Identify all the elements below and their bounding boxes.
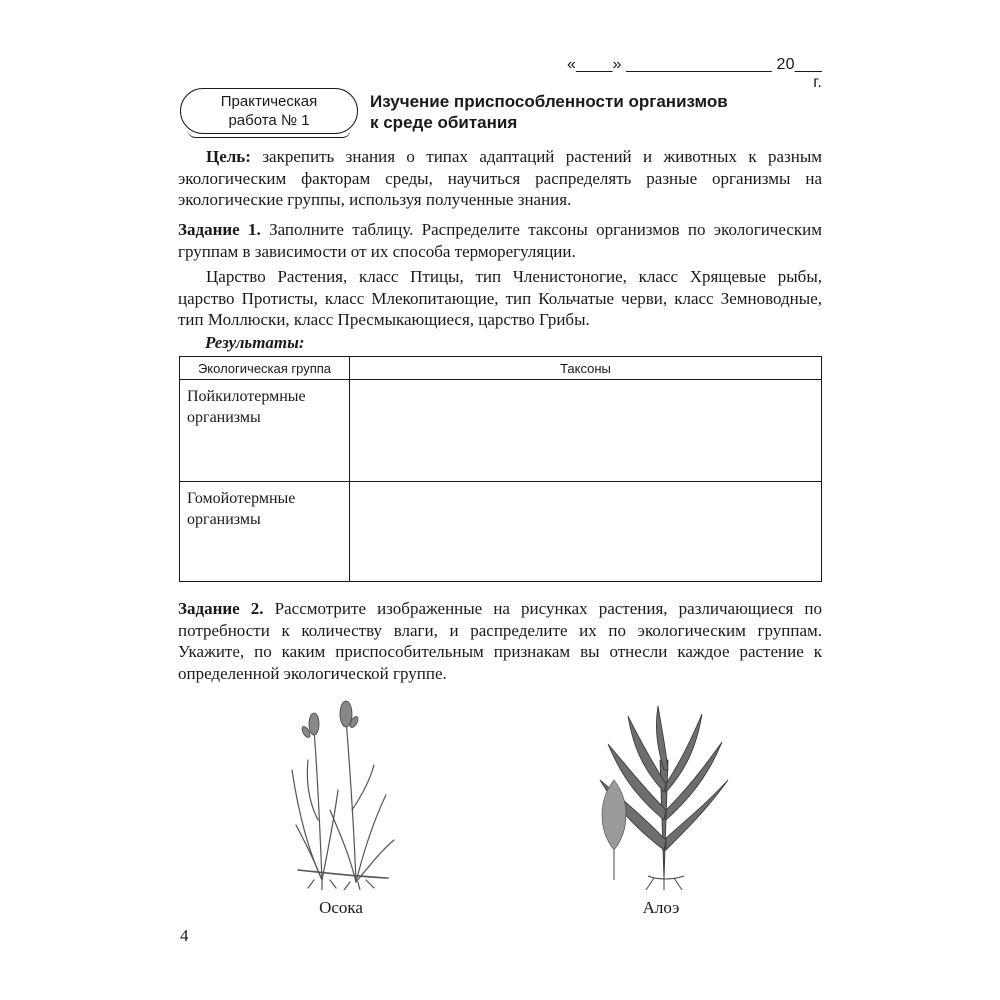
header-eco-group: Экологическая группа xyxy=(180,357,350,380)
header-taxa: Таксоны xyxy=(350,357,822,380)
date-line: «____» ________________ 20___ г. xyxy=(567,56,822,91)
task1-text: Заполните таблицу. Распределите таксоны организмов по экологическим группам в зависимости от их способа терморегуляции. xyxy=(178,220,822,261)
results-table xyxy=(179,356,822,582)
badge-line-2: работа № 1 xyxy=(228,112,310,129)
goal-text: закрепить знания о типах адаптаций растений и животных к разным экологическим факторам среды, научиться распределять разные организмы на экологические группы, используя полученные знания. xyxy=(178,147,822,209)
results-label: Результаты: xyxy=(205,333,305,352)
title-line-2: к среде обитания xyxy=(370,113,518,132)
taxa-list: Царство Растения, класс Птицы, тип Членистоногие, класс Хрящевые рыбы, царство Протисты, класс Млекопитающие, тип Кольчатые черви, класс Земноводные, тип Моллюски, класс Пресмыкающиеся, царство Грибы. xyxy=(178,267,822,329)
table-row xyxy=(180,482,822,582)
goal-label: Цель: xyxy=(206,147,251,166)
row-taxa-cell[interactable] xyxy=(350,482,822,582)
task2-text: Рассмотрите изображенные на рисунках растения, различающиеся по потребности к количеству влаги, и распределите их по экологическим группам. Укажите, по каким приспособительным признакам вы отнесли каждое растение к определенной экологической группе. xyxy=(178,599,822,683)
aloe-illustration xyxy=(588,700,738,890)
table-row xyxy=(180,380,822,482)
title-line-1: Изучение приспособленности организмов xyxy=(370,92,728,111)
task2-label: Задание 2. xyxy=(178,599,264,618)
badge-line-1: Практическая xyxy=(220,93,318,110)
practical-work-badge xyxy=(180,88,358,134)
sedge-illustration xyxy=(278,700,408,890)
page-title xyxy=(370,91,728,133)
figure-caption-aloe: Алоэ xyxy=(642,898,680,917)
task2-paragraph xyxy=(178,598,822,684)
task1-label: Задание 1. xyxy=(178,220,261,239)
page-number: 4 xyxy=(180,926,189,945)
row-taxa-cell[interactable] xyxy=(350,380,822,482)
figure-caption-sedge: Осока xyxy=(319,898,363,917)
row-group-cell: Пойкилотермные организмы xyxy=(180,380,350,482)
task1-paragraph xyxy=(178,219,822,262)
row-group-cell: Гомойотермные организмы xyxy=(180,482,350,582)
goal-paragraph xyxy=(178,146,822,211)
table-header-row xyxy=(180,357,822,380)
